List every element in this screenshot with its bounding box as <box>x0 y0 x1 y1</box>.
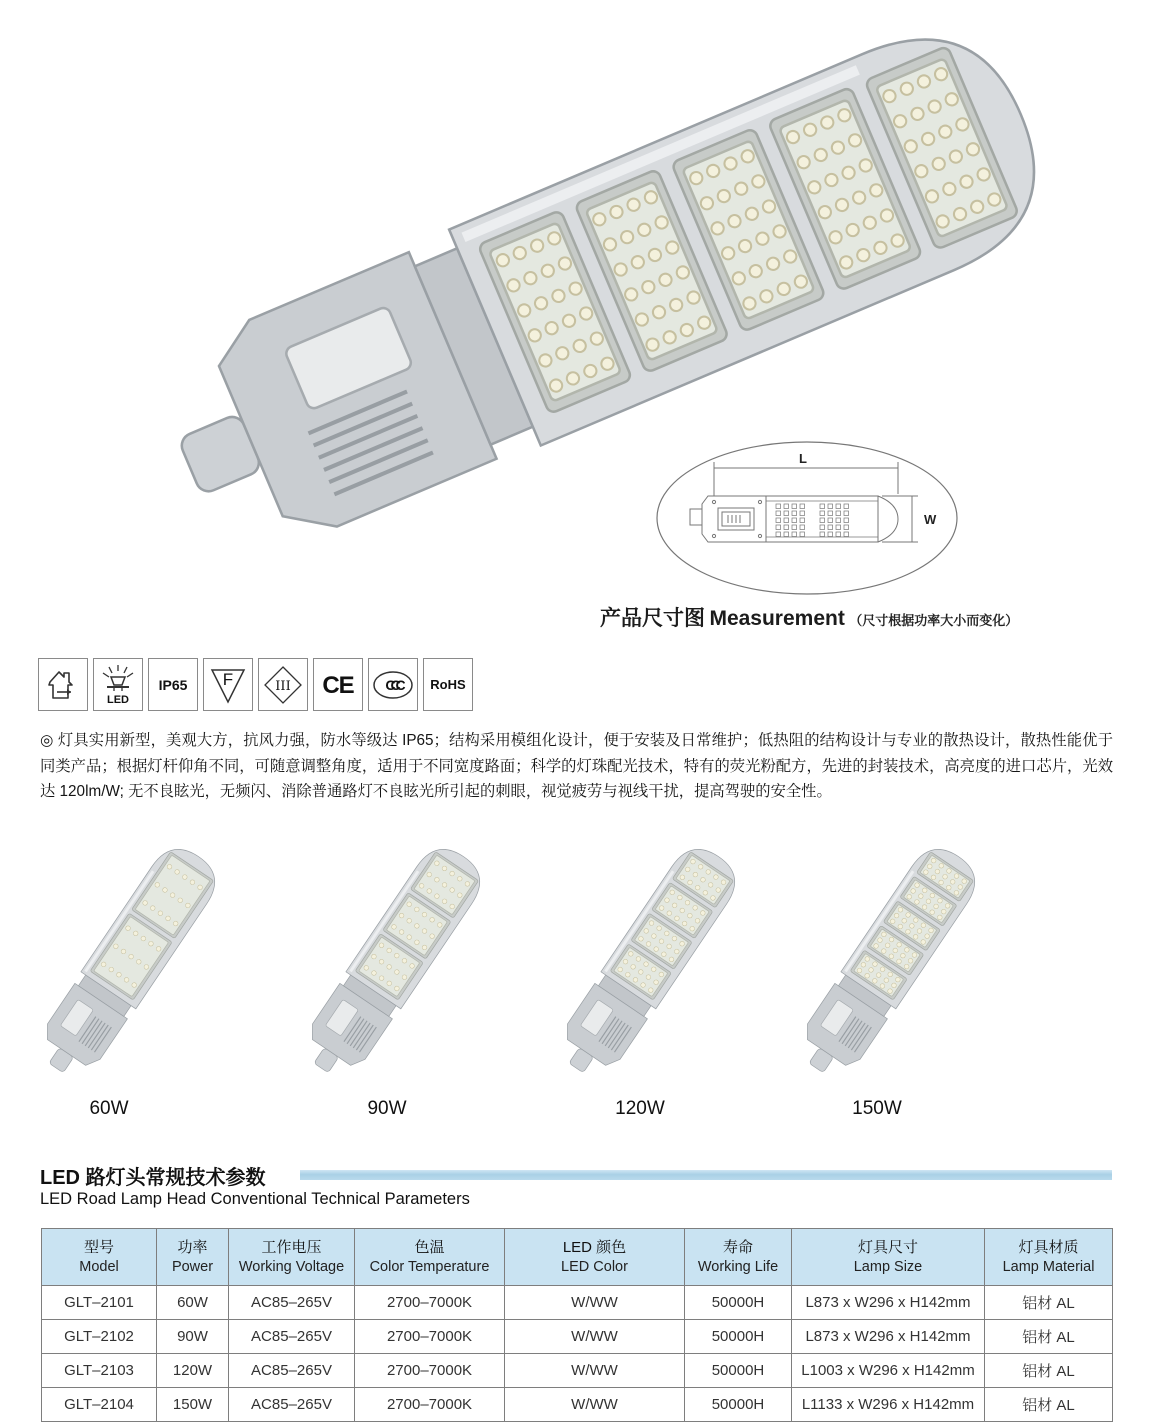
table-row <box>42 1354 1113 1388</box>
accent-bar <box>300 1170 1112 1180</box>
measurement-diagram <box>650 438 965 598</box>
table-row <box>42 1388 1113 1422</box>
ccc-mark <box>368 658 418 711</box>
table-row <box>42 1286 1113 1320</box>
measurement-note: （尺寸根据功率大小而变化） <box>849 613 1019 628</box>
col-working-voltage: 工作电压 Working Voltage <box>229 1229 355 1286</box>
table-cell: W/WW <box>505 1286 685 1320</box>
ce-mark <box>313 658 363 711</box>
svg-text:F: F <box>222 669 234 689</box>
col-power: 功率 Power <box>157 1229 229 1286</box>
table-cell: 150W <box>157 1388 229 1422</box>
svg-text:CCC: CCC <box>385 676 401 693</box>
table-cell: W/WW <box>505 1354 685 1388</box>
table-cell: 铝材 AL <box>985 1320 1113 1354</box>
table-cell: 60W <box>157 1286 229 1320</box>
table-cell: 2700–7000K <box>355 1320 505 1354</box>
dim-length-label: L <box>799 451 807 466</box>
parameters-table <box>41 1228 1113 1422</box>
col-lamp-material: 灯具材质 Lamp Material <box>985 1229 1113 1286</box>
wattage-label-120w: 120W <box>615 1098 665 1119</box>
table-cell: AC85–265V <box>229 1286 355 1320</box>
parameters-title-zh: LED 路灯头常规技术参数 <box>40 1167 266 1189</box>
dim-width-label: W <box>924 512 937 527</box>
col-model: 型号 Model <box>42 1229 157 1286</box>
class-f-mark <box>203 658 253 711</box>
col-led-color: LED 颜色 LED Color <box>505 1229 685 1286</box>
table-cell: 50000H <box>685 1320 792 1354</box>
measurement-caption <box>600 602 1120 632</box>
table-cell: GLT–2103 <box>42 1354 157 1388</box>
table-cell: W/WW <box>505 1320 685 1354</box>
product-thumb-60w <box>30 835 270 1095</box>
table-cell: L873 x W296 x H142mm <box>792 1286 985 1320</box>
svg-text:LED: LED <box>107 693 129 706</box>
parameters-title-en: LED Road Lamp Head Conventional Technical Parameters <box>40 1190 470 1208</box>
led-source-icon <box>93 658 143 711</box>
table-cell: AC85–265V <box>229 1320 355 1354</box>
table-cell: GLT–2102 <box>42 1320 157 1354</box>
measurement-title-en: Measurement <box>709 607 845 630</box>
table-cell: AC85–265V <box>229 1354 355 1388</box>
certification-row <box>38 658 473 711</box>
wattage-label-90w: 90W <box>367 1098 407 1119</box>
table-cell: 2700–7000K <box>355 1286 505 1320</box>
table-cell: L1003 x W296 x H142mm <box>792 1354 985 1388</box>
rohs-mark: RoHS <box>423 658 473 711</box>
product-thumb-90w <box>295 835 535 1095</box>
outdoor-luminaire-icon <box>38 658 88 711</box>
measurement-title-zh: 产品尺寸图 <box>600 607 705 630</box>
ip65-rating: IP65 <box>148 658 198 711</box>
table-cell: 铝材 AL <box>985 1388 1113 1422</box>
col-lamp-size: 灯具尺寸 Lamp Size <box>792 1229 985 1286</box>
table-cell: GLT–2104 <box>42 1388 157 1422</box>
col-working-life: 寿命 Working Life <box>685 1229 792 1286</box>
table-cell: 90W <box>157 1320 229 1354</box>
svg-text:CE: CE <box>322 671 354 699</box>
table-cell: 铝材 AL <box>985 1354 1113 1388</box>
table-cell: 120W <box>157 1354 229 1388</box>
class-iii-mark <box>258 658 308 711</box>
table-cell: 铝材 AL <box>985 1286 1113 1320</box>
wattage-label-60w: 60W <box>89 1098 129 1119</box>
product-thumb-150w <box>790 835 1030 1095</box>
table-cell: L873 x W296 x H142mm <box>792 1320 985 1354</box>
table-cell: 50000H <box>685 1354 792 1388</box>
table-cell: GLT–2101 <box>42 1286 157 1320</box>
wattage-label-150w: 150W <box>852 1098 902 1119</box>
table-cell: W/WW <box>505 1388 685 1422</box>
table-cell: 2700–7000K <box>355 1354 505 1388</box>
table-cell: L1133 x W296 x H142mm <box>792 1388 985 1422</box>
table-cell: 50000H <box>685 1388 792 1422</box>
col-color-temperature: 色温 Color Temperature <box>355 1229 505 1286</box>
table-header <box>42 1229 1113 1286</box>
product-thumb-120w <box>550 835 790 1095</box>
table-row <box>42 1320 1113 1354</box>
table-cell: AC85–265V <box>229 1388 355 1422</box>
table-cell: 50000H <box>685 1286 792 1320</box>
table-cell: 2700–7000K <box>355 1388 505 1422</box>
product-description: ◎ 灯具实用新型，美观大方，抗风力强，防水等级达 IP65；结构采用模组化设计，便于安装及日常维护；低热阻的结构设计与专业的散热设计，散热性能优于同类产品；根据灯杆仰角不同，可随意调整角度，适用于不同宽度路面；科学的灯珠配光技术，特有的荧光粉配方，先进的封装技术，高亮度的进口芯片，光效达 120lm/W; 无不良眩光，无频闪、消除普通路灯不良眩光所引起的刺眼，视觉疲劳与视线干扰，提高驾驶的安全性。 <box>40 732 1113 800</box>
svg-text:III: III <box>275 678 291 694</box>
